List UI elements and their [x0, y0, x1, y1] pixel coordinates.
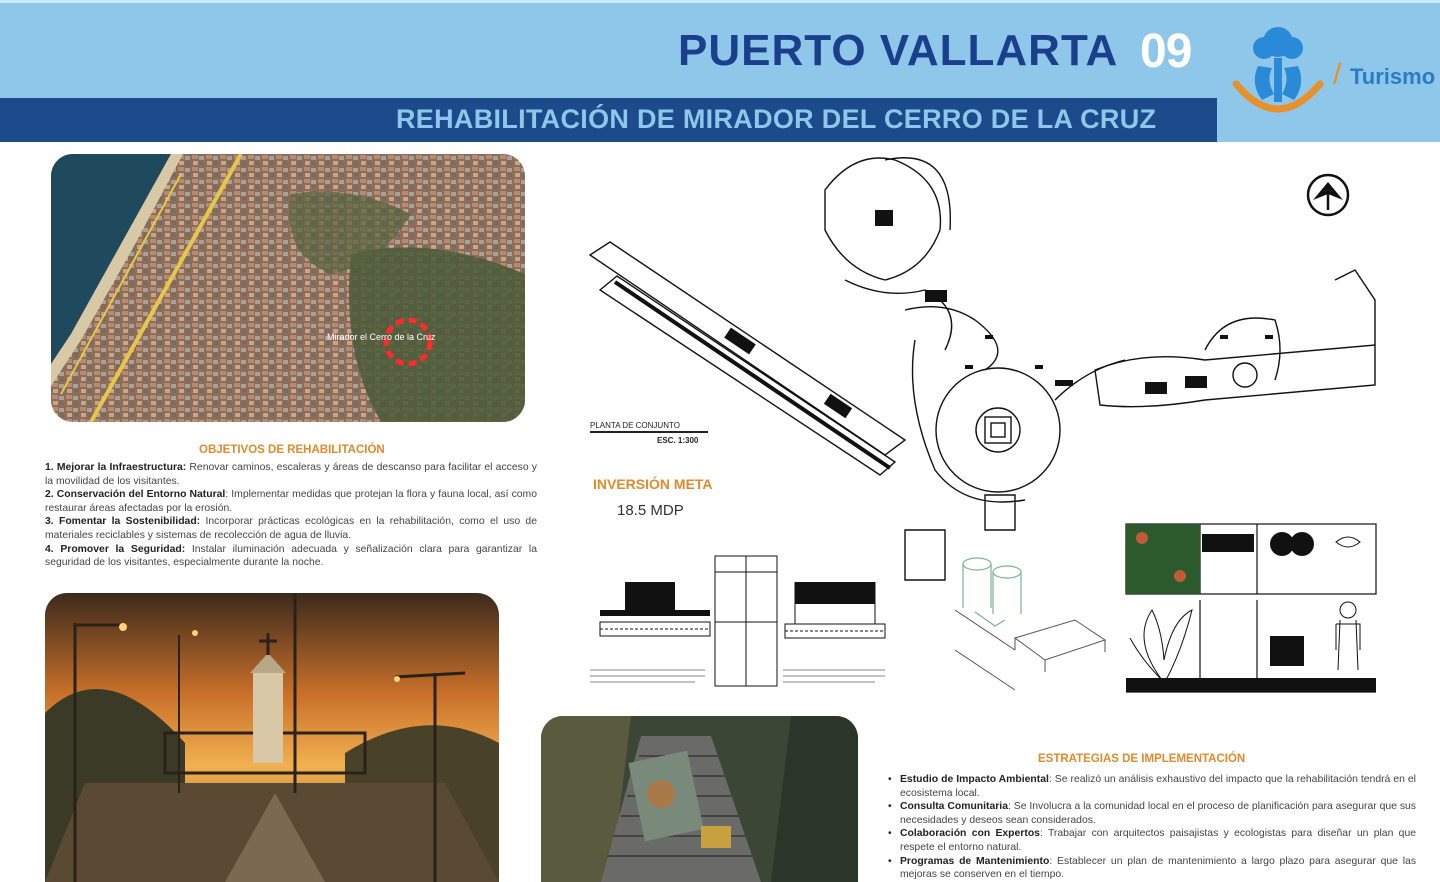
- page-title: PUERTO VALLARTA: [678, 26, 1119, 75]
- strategy-item: [886, 855, 1416, 882]
- strategy-text: : Establecer un plan de mantenimiento a largo plazo para asegurar que las mejoras se conserven en el tiempo.: [900, 855, 1417, 881]
- elevation-drawing: [1122, 520, 1380, 705]
- investment-label: INVERSIÓN META: [593, 476, 713, 492]
- objective-text: : Implementar medidas que protejan la flora y fauna local, así como restaurar áreas afectadas por la erosión.: [45, 489, 537, 514]
- construction-details-drawing: [585, 552, 905, 702]
- strategy-item: [886, 800, 1416, 827]
- objective-item: [45, 461, 537, 488]
- strategy-text: : Trabajar con arquitectos paisajistas y ecologistas para diseñar un plan que respete el entorno natural.: [900, 828, 1416, 853]
- objective-item: [45, 488, 537, 515]
- page-subtitle: REHABILITACIÓN DE MIRADOR DEL CERRO DE LA CRUZ: [396, 104, 1157, 134]
- objective-text: Instalar iluminación adecuada y señalización clara para garantizar la seguridad de los visitantes, especialmente durante la noche.: [45, 543, 537, 569]
- objective-text: Incorporar prácticas ecológicas en la rehabilitación, como el uso de materiales reciclables y sistemas de recolección de agua de lluvia.: [45, 516, 537, 541]
- strategy-heading: Programas de Mantenimiento: [900, 855, 1050, 867]
- strategy-text: : Se Involucra a la comunidad local en el proceso de planificación para asegurar que sus necesidades y deseos sean considerados.: [900, 801, 1416, 826]
- furniture-isometric-drawing: [955, 550, 1115, 700]
- objectives-list: [45, 461, 537, 570]
- mirador-render-image: [45, 593, 499, 882]
- strategy-item: [886, 773, 1416, 800]
- objective-item: [45, 543, 537, 570]
- logo-divider: /: [1333, 58, 1342, 91]
- stairs-photo-image: [541, 716, 858, 882]
- page-number: 09: [1140, 25, 1192, 78]
- satellite-map-image: [51, 154, 525, 422]
- strategies-list: [886, 773, 1416, 882]
- objective-heading: 4. Promover la Seguridad:: [45, 543, 186, 555]
- turismo-logo-icon: [1228, 22, 1328, 126]
- north-arrow-icon: [1305, 172, 1351, 218]
- strategy-heading: Consulta Comunitaria: [900, 801, 1008, 813]
- objective-heading: 2. Conservación del Entorno Natural: [45, 489, 226, 501]
- strategy-item: [886, 827, 1416, 854]
- strategies-title: ESTRATEGIAS DE IMPLEMENTACIÓN: [1038, 753, 1246, 765]
- investment-value: 18.5 MDP: [617, 502, 684, 519]
- plan-scale: ESC. 1:300: [657, 436, 699, 445]
- objective-heading: 1. Mejorar la Infraestructura:: [45, 462, 187, 473]
- objectives-title: OBJETIVOS DE REHABILITACIÓN: [199, 444, 385, 456]
- objective-heading: 3. Fomentar la Sostenibilidad:: [45, 516, 201, 528]
- plan-label: PLANTA DE CONJUNTO: [590, 421, 680, 430]
- strategy-heading: Colaboración con Expertos: [900, 828, 1040, 840]
- strategy-heading: Estudio de Impacto Ambiental: [900, 774, 1049, 785]
- objective-item: [45, 515, 537, 542]
- strategy-text: : Se realizó un análisis exhaustivo del impacto que la rehabilitación tendrá en el ecosistema local.: [900, 774, 1416, 799]
- objective-text: Renovar caminos, escaleras y áreas de descanso para facilitar el acceso y la movilidad de los visitantes.: [45, 462, 537, 487]
- header-top-line: [0, 0, 1440, 3]
- logo-text: Turismo: [1350, 64, 1436, 89]
- map-location-label: Mirador el Cerro de la Cruz: [327, 332, 436, 342]
